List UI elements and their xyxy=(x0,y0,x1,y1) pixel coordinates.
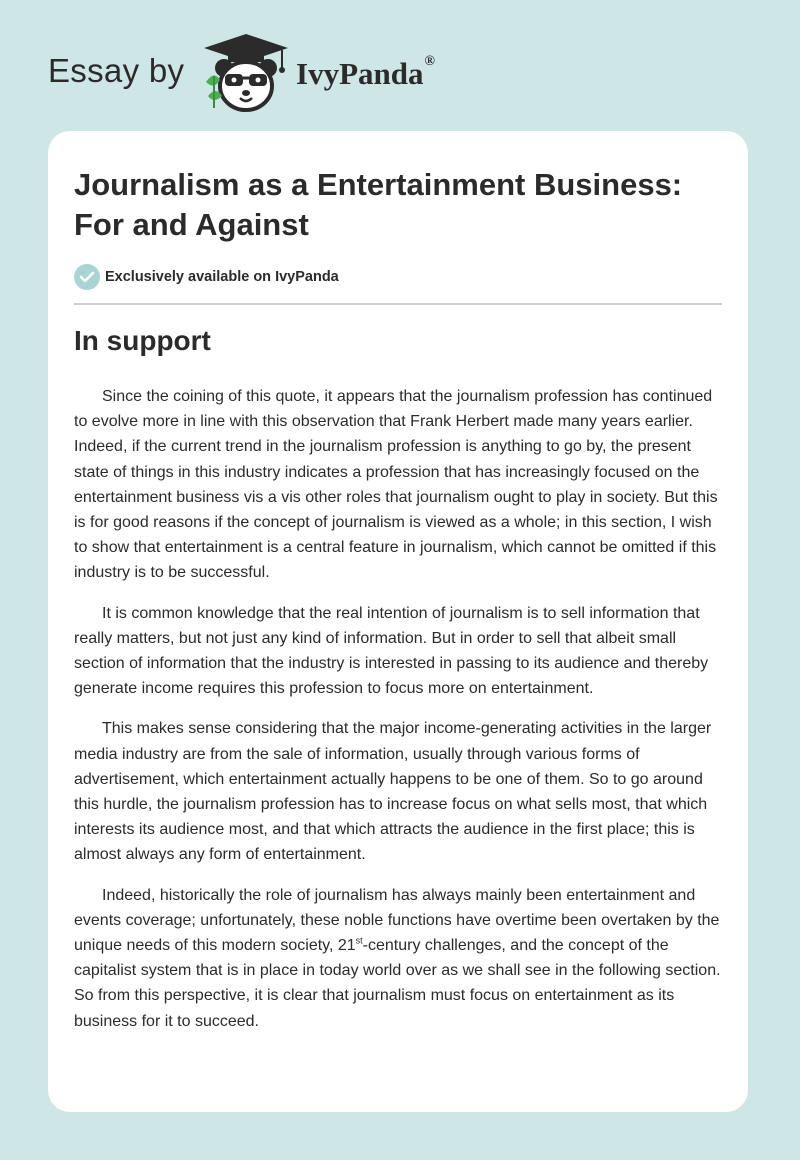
page-title: Journalism as a Entertainment Business: For and Against xyxy=(74,167,683,242)
divider xyxy=(74,303,722,305)
check-icon xyxy=(74,264,100,290)
panda-logo-icon[interactable] xyxy=(200,30,292,114)
paragraph xyxy=(74,883,726,1034)
exclusive-badge-label: Exclusively available on IvyPanda xyxy=(105,269,339,285)
paragraph-text: -century challenges, and the concept of the capitalist system that is in place in today world over as we shall see in the following section. So from this perspective, it is clear that journalism must focus on entertainment as its business for it to succeed. xyxy=(74,937,721,1030)
essay-card xyxy=(48,131,748,1112)
ordinal-suffix: st xyxy=(355,935,363,946)
brand-name[interactable]: IvyPanda® xyxy=(296,53,435,91)
paragraph-text: Indeed, historically the role of journalism has always mainly been entertainment and events coverage; unfortunately, these noble functions have overtime been overtaken by the unique needs of this modern society, 21 xyxy=(74,886,720,955)
paragraph: Since the coining of this quote, it appears that the journalism profession has continued to evolve more in line with this observation that Frank Herbert made many years earlier. Indeed, if the current trend in the journalism profession is anything to go by, the present state of things in this industry indicates a profession that has increasingly focused on the entertainment business vis a vis other roles that journalism ought to play in society. But this is for good reasons if the concept of journalism is viewed as a whole; in this section, I wish to show that entertainment is a central feature in journalism, which cannot be omitted if this industry is to be successful. xyxy=(74,388,718,582)
essay-body xyxy=(74,384,726,1049)
exclusive-badge xyxy=(74,263,339,291)
section-heading: In support xyxy=(74,325,211,356)
paragraph: This makes sense considering that the major income-generating activities in the larger media industry are from the sale of information, usually through various forms of advertisement, which entertainment actually happens to be one of them. So to go around this hurdle, the journalism profession has to increase focus on what sells most, that which interests its audience most, and that which attracts the audience in the first place; this is almost always any form of entertainment. xyxy=(74,720,712,864)
registered-mark: ® xyxy=(424,53,435,69)
essay-by-label: Essay by xyxy=(48,52,185,89)
site-header xyxy=(48,30,748,110)
paragraph: It is common knowledge that the real intention of journalism is to sell information that really matters, but not just any kind of information. But in order to sell that albeit small section of information that the industry is interested in passing to its audience and thereby generate income requires this profession to focus more on entertainment. xyxy=(74,604,709,698)
